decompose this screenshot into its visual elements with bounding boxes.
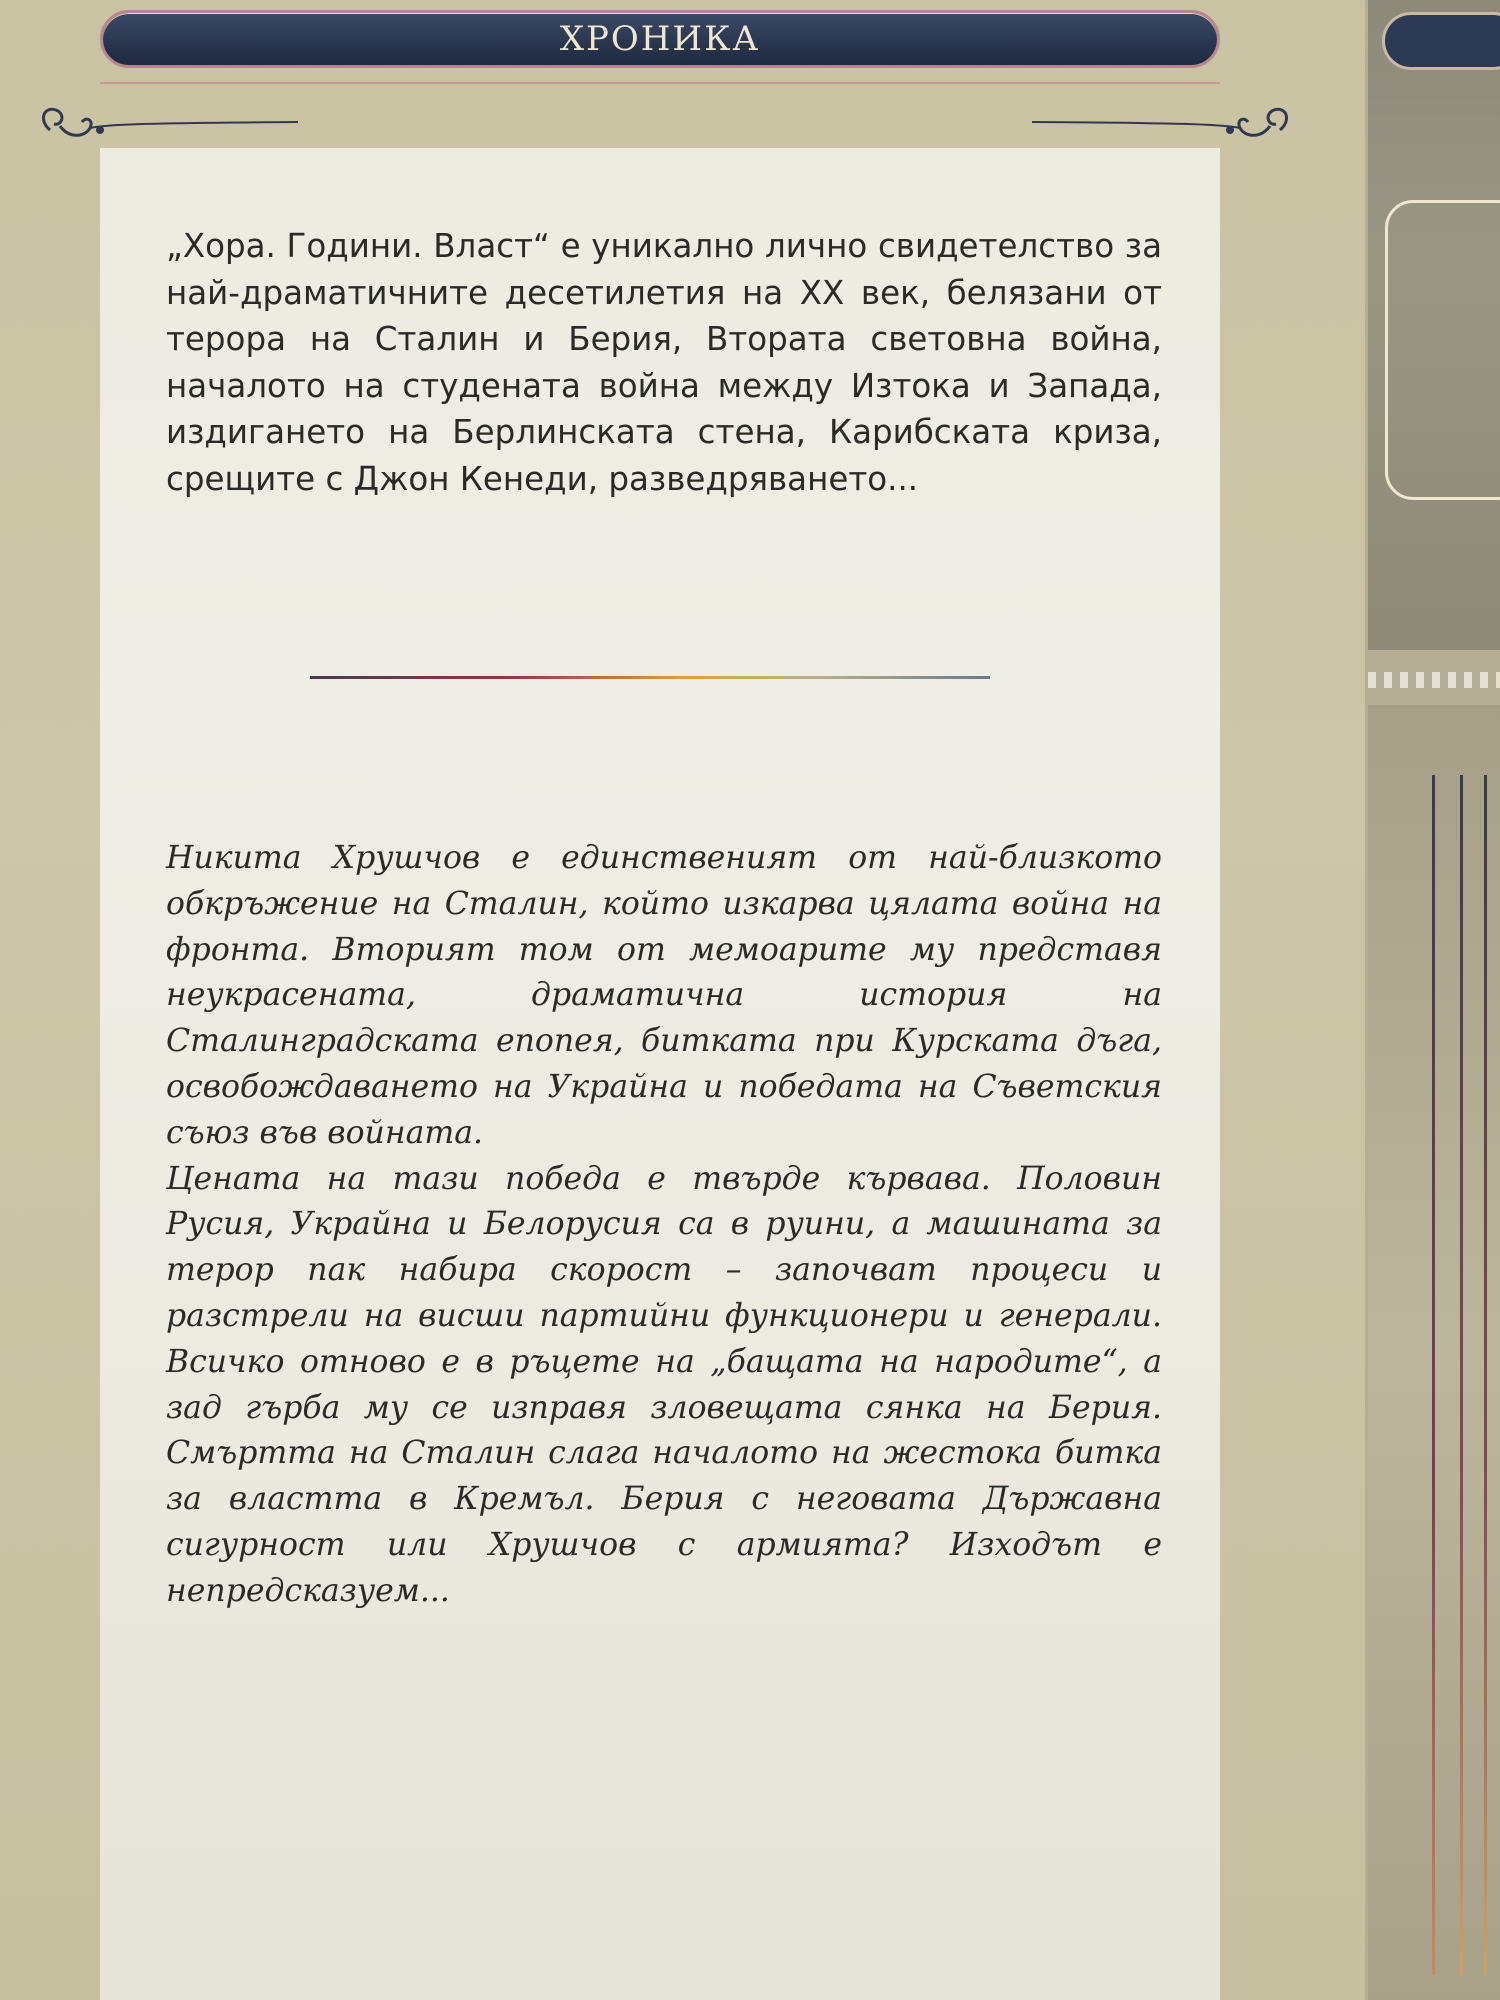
main-paragraph-2: Цената на тази победа е твърде кървава. Половин Русия, Украйна и Белорусия са в руини, а машината за терор пак набира скорост – започват процеси и разстрели на висши партийни функционери и генерали. Всичко отново е в ръцете на „бащата на народите“, а зад гърба му се изправя зловещата сянка на Берия. Смъртта на Сталин слага началото на жестока битка за властта в Кремъл. Берия с неговата Държавна сигурност или Хрушчов с армията? Изходът е непредсказуем... <box>166 1160 1162 1609</box>
text-panel <box>100 148 1220 2000</box>
right-flourish-icon <box>1030 100 1300 150</box>
header-underline <box>100 82 1220 84</box>
right-strip-pill <box>1382 12 1500 70</box>
intro-text <box>166 223 1162 502</box>
main-text <box>166 836 1162 1615</box>
main-paragraph-1: Никита Хрушчов е единственият от най-близкото обкръжение на Сталин, който изкарва цялата война на фронта. Вторият том от мемоарите му представя неукрасената, драматична история на Сталинградската епопея, битката при Курската дъга, освобождаването на Украйна и победата на Съветския съюз във войната. <box>166 840 1162 1151</box>
right-strip-line <box>1460 775 1463 1975</box>
right-strip-dots <box>1368 672 1500 688</box>
left-flourish-icon <box>30 100 300 150</box>
intro-paragraph: „Хора. Години. Власт“ е уникално лично свидетелство за най-драматичните десетилетия на XX век, белязани от терора на Сталин и Берия, Втората световна война, началото на студената война между Изтока и Запада, издигането на Берлинската стена, Карибската криза, срещите с Джон Кенеди, разведряването... <box>166 227 1162 498</box>
right-strip-line <box>1484 775 1487 1975</box>
right-strip-frame <box>1385 200 1500 500</box>
page-title: ХРОНИКА <box>559 19 761 59</box>
section-divider <box>310 676 990 679</box>
right-strip-line <box>1432 775 1435 1975</box>
header-bar <box>100 10 1220 68</box>
